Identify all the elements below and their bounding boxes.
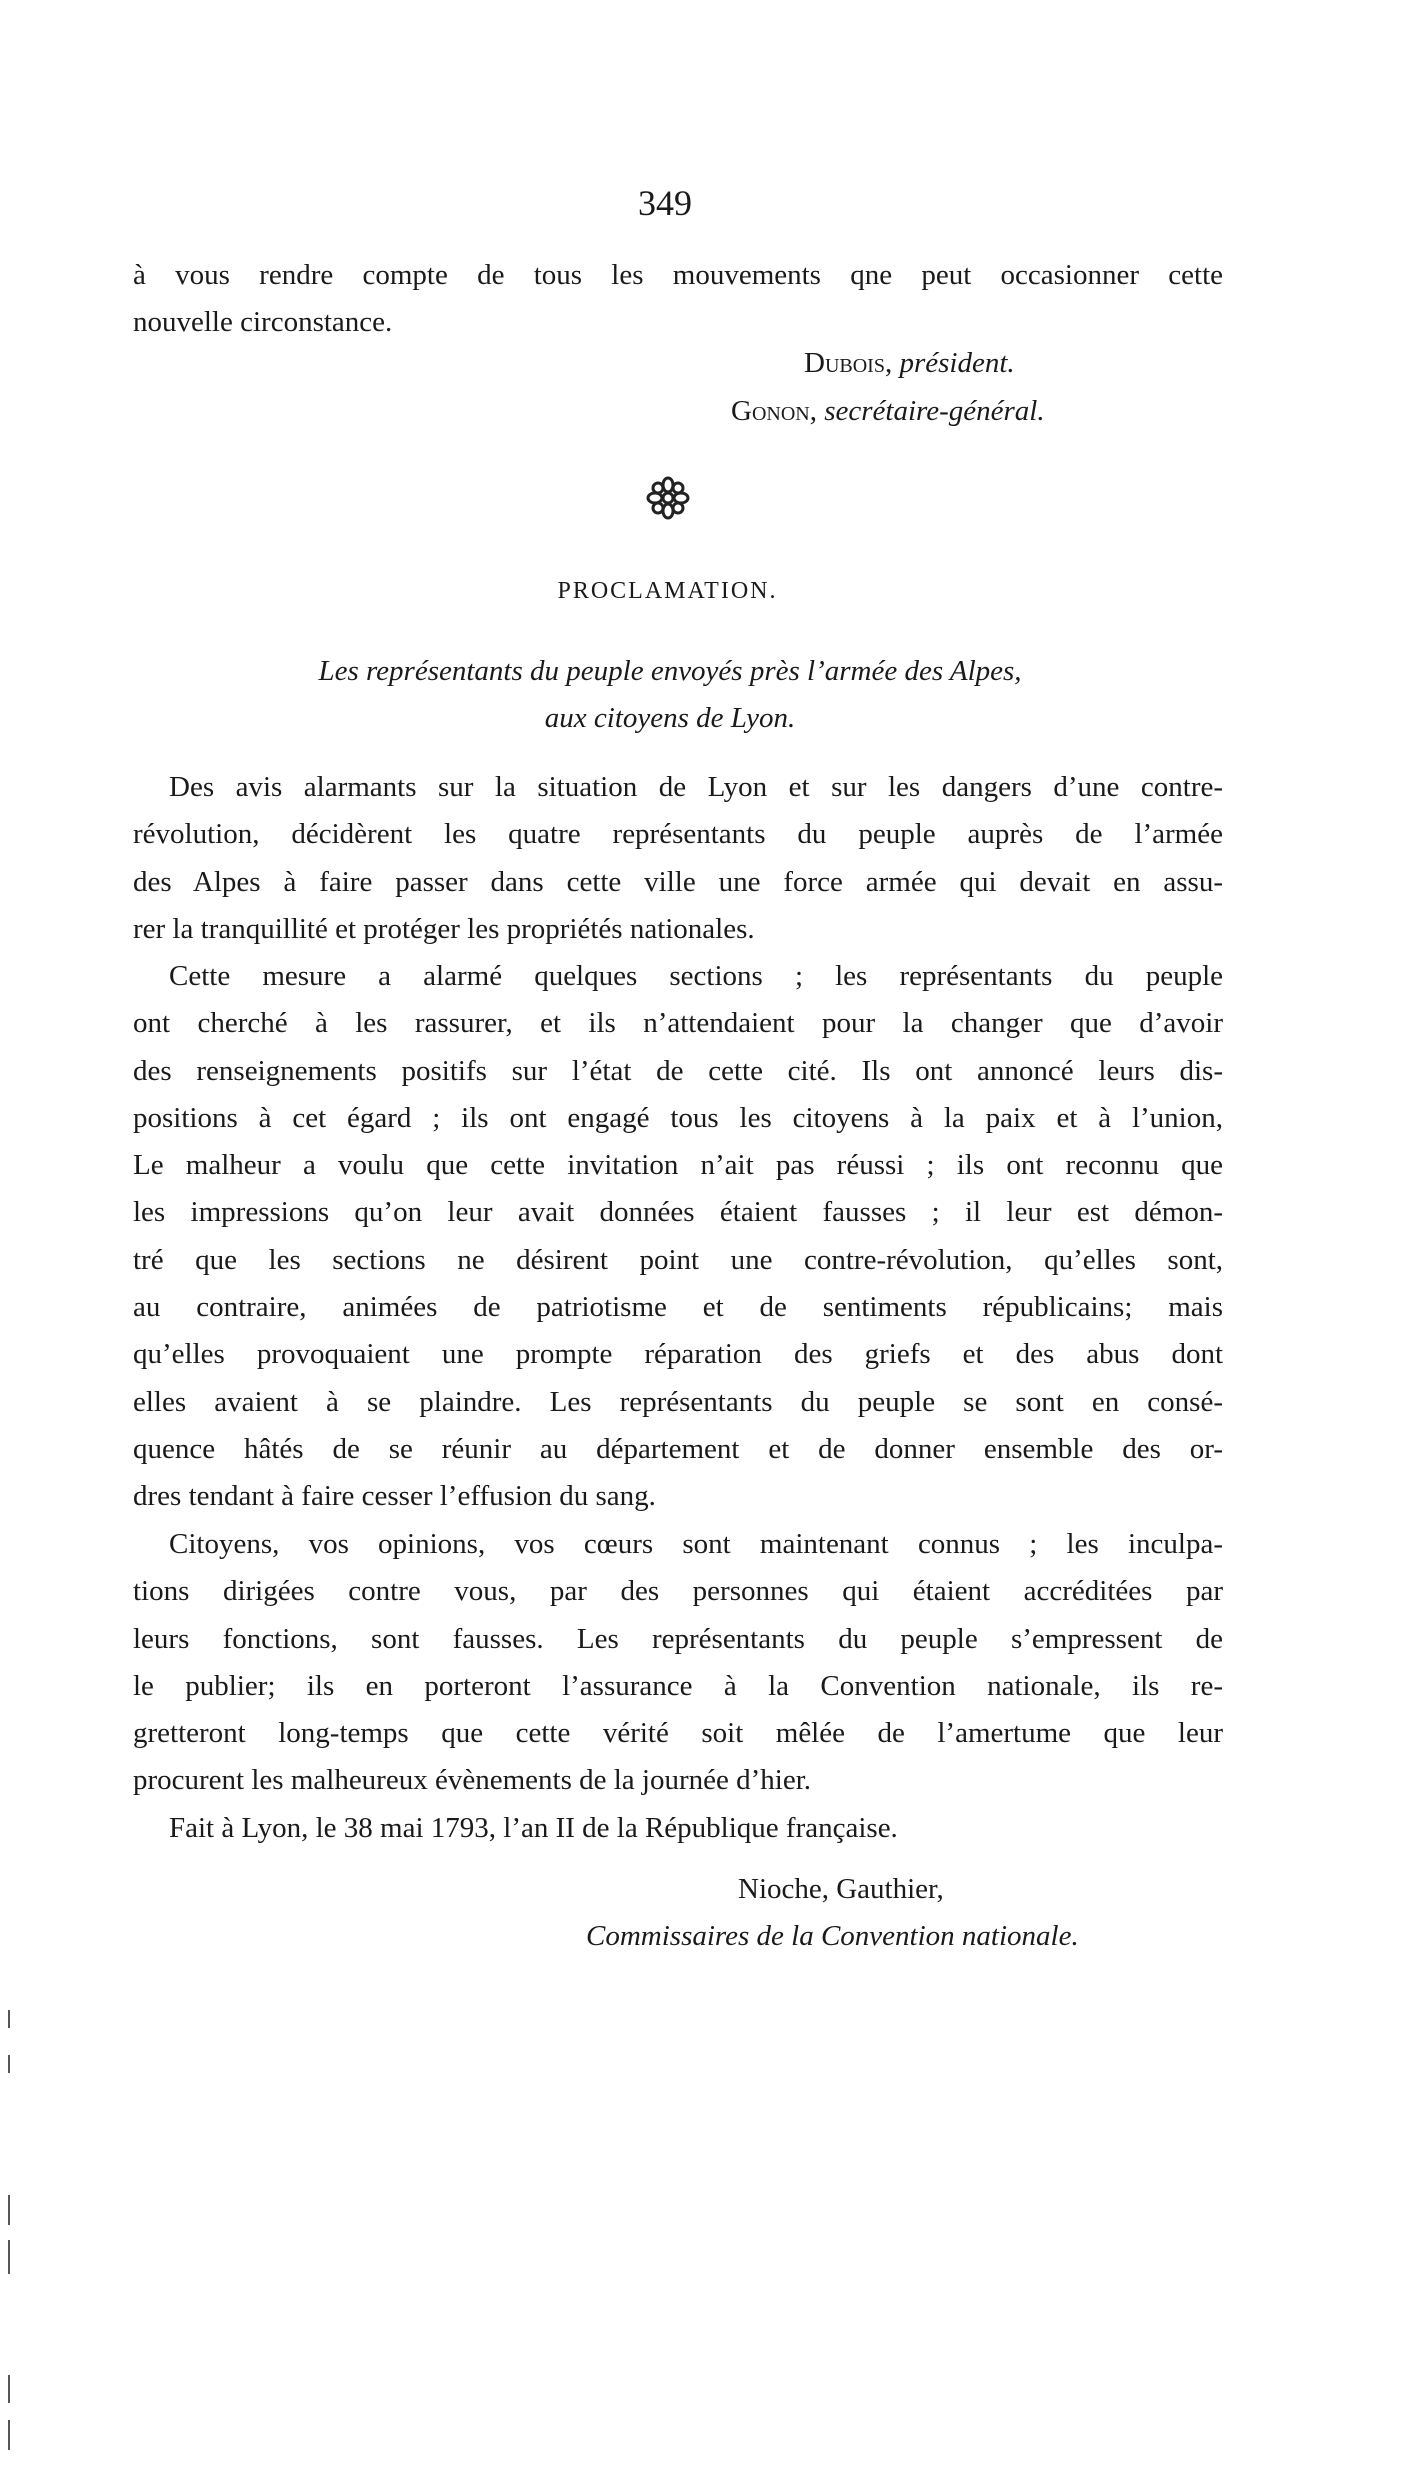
- text-line: nouvelle circonstance.: [133, 306, 393, 339]
- paragraph-2: [133, 953, 1223, 1521]
- text-line: positions à cet égard ; ils ont engagé tous les citoyens à la paix et à l’union,: [133, 1101, 1223, 1134]
- proclamation-heading: PROCLAMATION.: [557, 578, 778, 604]
- text-line: dres tendant à faire cesser l’effusion du sang.: [133, 1480, 656, 1513]
- signature-gonon: Gonon, secrétaire-général.: [731, 395, 1045, 427]
- text-line: leurs fonctions, sont fausses. Les représentants du peuple s’empressent de: [133, 1622, 1223, 1655]
- text-line: Cette mesure a alarmé quelques sections ; les représentants du peuple: [169, 960, 1223, 992]
- text-line: tré que les sections ne désirent point une contre-révolution, qu’elles sont,: [133, 1243, 1223, 1276]
- proclamation-subtitle-line: aux citoyens de Lyon.: [544, 702, 796, 734]
- opening-text: [133, 252, 1223, 347]
- closing-line: Fait à Lyon, le 38 mai 1793, l’an II de la République française.: [169, 1812, 898, 1844]
- text-line: Des avis alarmants sur la situation de Lyon et sur les dangers d’une contre-: [169, 771, 1223, 803]
- paragraph-1: [133, 764, 1223, 953]
- signatory-name: Gonon: [731, 395, 810, 427]
- text-line: les impressions qu’on leur avait données étaient fausses ; il leur est démon-: [133, 1196, 1223, 1229]
- text-line: des renseignements positifs sur l’état de cette cité. Ils ont annoncé leurs dis-: [133, 1054, 1223, 1087]
- signature-dubois: Dubois, président.: [804, 347, 1015, 379]
- proclamation-subtitle-line: Les représentants du peuple envoyés près l’armée des Alpes,: [318, 655, 1022, 687]
- text-line: Le malheur a voulu que cette invitation n’ait pas réussi ; ils ont reconnu que: [133, 1149, 1223, 1182]
- signatories-nioche-gauthier: Nioche, Gauthier,: [738, 1873, 944, 1905]
- text-line: rer la tranquillité et protéger les propriétés nationales.: [133, 912, 755, 945]
- flower-ornament-icon: [646, 476, 690, 520]
- text-line: Citoyens, vos opinions, vos cœurs sont maintenant connus ; les inculpa-: [169, 1528, 1223, 1560]
- text-line: à vous rendre compte de tous les mouvements qne peut occasionner cette: [133, 259, 1223, 291]
- text-line: quence hâtés de se réunir au département et de donner ensemble des or-: [133, 1432, 1223, 1465]
- margin-mark: [8, 2195, 10, 2225]
- signatory-title: secrétaire-général.: [824, 395, 1045, 427]
- text-line: des Alpes à faire passer dans cette ville une force armée qui devait en assu-: [133, 865, 1223, 898]
- margin-mark: [8, 2055, 10, 2073]
- closing-paragraph: [133, 1805, 1223, 1852]
- text-line: procurent les malheureux évènements de la journée d’hier.: [133, 1764, 812, 1797]
- text-line: le publier; ils en porteront l’assurance à la Convention nationale, ils re-: [133, 1669, 1223, 1702]
- margin-mark: [8, 2240, 10, 2274]
- text-line: révolution, décidèrent les quatre représentants du peuple auprès de l’armée: [133, 818, 1223, 851]
- page-number: 349: [638, 183, 692, 223]
- text-line: ont cherché à les rassurer, et ils n’attendaient pour la changer que d’avoir: [133, 1007, 1223, 1040]
- text-line: tions dirigées contre vous, par des personnes qui étaient accréditées par: [133, 1575, 1223, 1608]
- text-line: gretteront long-temps que cette vérité soit mêlée de l’amertume que leur: [133, 1717, 1223, 1750]
- text-line: au contraire, animées de patriotisme et de sentiments républicains; mais: [133, 1291, 1223, 1324]
- signatory-title: président.: [899, 347, 1015, 379]
- margin-mark: [8, 2375, 10, 2403]
- text-line: qu’elles provoquaient une prompte réparation des griefs et des abus dont: [133, 1338, 1223, 1371]
- margin-mark: [8, 2420, 10, 2450]
- signatory-name: Dubois: [804, 347, 885, 379]
- paragraph-3: [133, 1521, 1223, 1805]
- text-line: elles avaient à se plaindre. Les représentants du peuple se sont en consé-: [133, 1385, 1223, 1418]
- signatories-title: Commissaires de la Convention nationale.: [586, 1920, 1079, 1952]
- margin-mark: [8, 2010, 10, 2028]
